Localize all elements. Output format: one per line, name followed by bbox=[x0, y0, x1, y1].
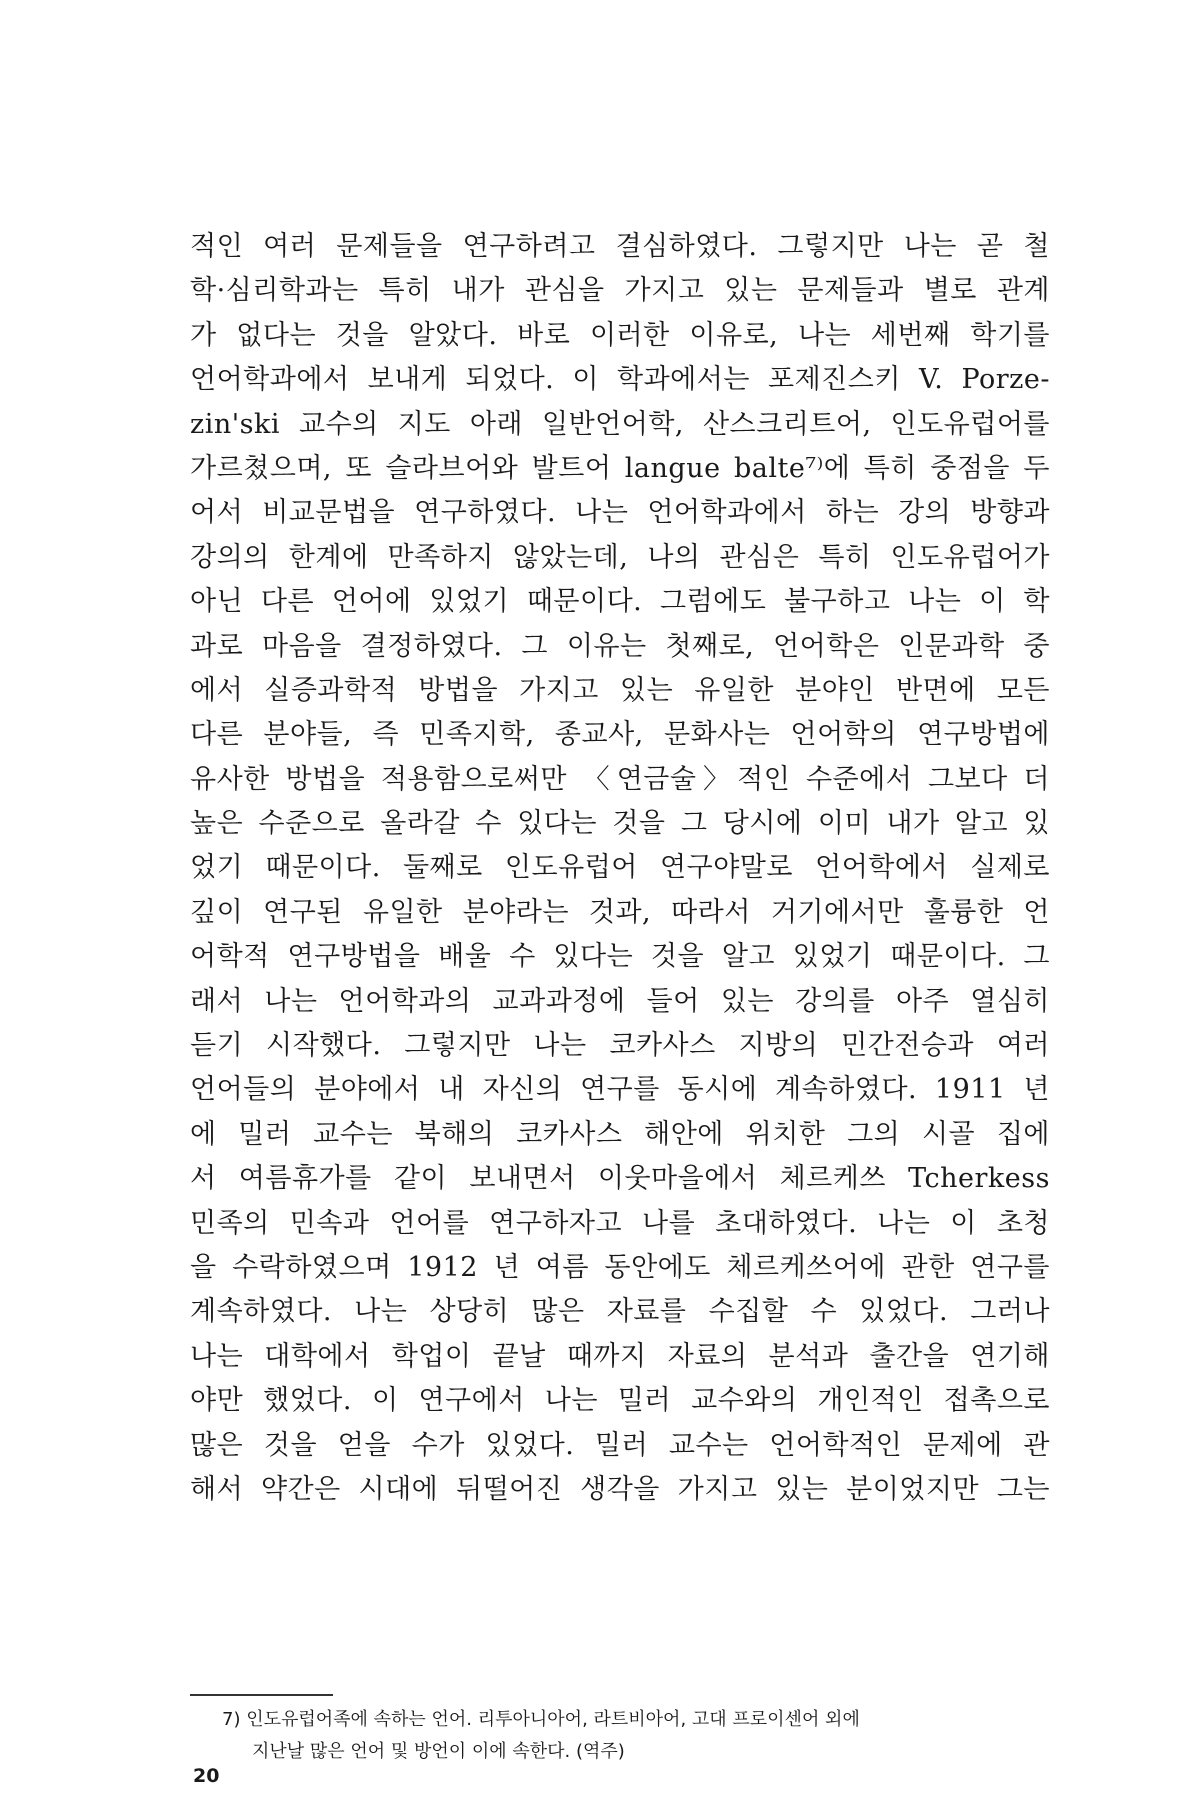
footnote-divider bbox=[190, 1694, 333, 1696]
body-line: 어서 비교문법을 연구하였다. 나는 언어학과에서 하는 강의 방향과 bbox=[190, 497, 1050, 529]
footnote-line: 지난날 많은 언어 및 방언이 이에 속한다. (역주) bbox=[252, 1741, 625, 1762]
body-line: 에 밀러 교수는 북해의 코카사스 해안에 위치한 그의 시골 집에 bbox=[190, 1118, 1050, 1150]
body-line: 가 없다는 것을 알았다. 바로 이러한 이유로, 나는 세번째 학기를 bbox=[190, 319, 1050, 351]
page-number: 20 bbox=[193, 1765, 220, 1787]
body-line: 적인 여러 문제들을 연구하려고 결심하였다. 그렇지만 나는 곧 철 bbox=[190, 231, 1050, 262]
body-line: 학·심리학과는 특히 내가 관심을 가지고 있는 문제들과 별로 관계 bbox=[190, 275, 1050, 307]
body-line: 민족의 민속과 언어를 연구하자고 나를 초대하였다. 나는 이 초청 bbox=[190, 1207, 1050, 1239]
body-line: 과로 마음을 결정하였다. 그 이유는 첫째로, 언어학은 인문과학 중 bbox=[190, 630, 1050, 662]
body-line: 에서 실증과학적 방법을 가지고 있는 유일한 분야인 반면에 모든 bbox=[190, 674, 1050, 706]
body-line: 다른 분야들, 즉 민족지학, 종교사, 문화사는 언어학의 연구방법에 bbox=[190, 719, 1050, 751]
body-line: zin'ski 교수의 지도 아래 일반언어학, 산스크리트어, 인도유럽어를 bbox=[190, 408, 1050, 440]
body-line: 래서 나는 언어학과의 교과과정에 들어 있는 강의를 아주 열심히 bbox=[190, 985, 1050, 1017]
body-line: 높은 수준으로 올라갈 수 있다는 것을 그 당시에 이미 내가 알고 있 bbox=[190, 808, 1050, 840]
body-line: 언어들의 분야에서 내 자신의 연구를 동시에 계속하였다. 1911 년 bbox=[190, 1074, 1050, 1106]
footnote bbox=[222, 1704, 1050, 1768]
body-line: 을 수락하였으며 1912 년 여름 동안에도 체르케쓰어에 관한 연구를 bbox=[190, 1251, 1050, 1283]
body-line: 야만 했었다. 이 연구에서 나는 밀러 교수와의 개인적인 접촉으로 bbox=[190, 1385, 1050, 1417]
body-line: 해서 약간은 시대에 뒤떨어진 생각을 가지고 있는 분이었지만 그는 bbox=[190, 1473, 1050, 1505]
body-line: 서 여름휴가를 같이 보내면서 이웃마을에서 체르케쓰 Tcherkess bbox=[190, 1163, 1050, 1195]
body-line: 나는 대학에서 학업이 끝날 때까지 자료의 분석과 출간을 연기해 bbox=[190, 1340, 1050, 1372]
body-line: 었기 때문이다. 둘째로 인도유럽어 연구야말로 언어학에서 실제로 bbox=[190, 852, 1050, 884]
body-line: 많은 것을 얻을 수가 있었다. 밀러 교수는 언어학적인 문제에 관 bbox=[190, 1429, 1050, 1461]
body-line: 아닌 다른 언어에 있었기 때문이다. 그럼에도 불구하고 나는 이 학 bbox=[190, 586, 1050, 618]
body-line: 어학적 연구방법을 배울 수 있다는 것을 알고 있었기 때문이다. 그 bbox=[190, 941, 1050, 973]
body-line: 듣기 시작했다. 그렇지만 나는 코카사스 지방의 민간전승과 여러 bbox=[190, 1030, 1050, 1062]
body-line: 가르쳤으며, 또 슬라브어와 발트어 langue balte⁷⁾에 특히 중점을 두 bbox=[190, 452, 1050, 484]
body-line: 계속하였다. 나는 상당히 많은 자료를 수집할 수 있었다. 그러나 bbox=[190, 1296, 1050, 1328]
body-line: 유사한 방법을 적용함으로써만 〈연금술〉적인 수준에서 그보다 더 bbox=[190, 763, 1050, 795]
footnote-line: 7) 인도유럽어족에 속하는 언어. 리투아니아어, 라트비아어, 고대 프로이센어 외에 bbox=[222, 1709, 860, 1730]
body-line: 강의의 한계에 만족하지 않았는데, 나의 관심은 특히 인도유럽어가 bbox=[190, 541, 1050, 573]
body-line: 깊이 연구된 유일한 분야라는 것과, 따라서 거기에서만 훌륭한 언 bbox=[190, 896, 1050, 928]
body-line: 언어학과에서 보내게 되었다. 이 학과에서는 포제진스키 V. Porze- bbox=[190, 364, 1050, 396]
body-text bbox=[190, 225, 1050, 1512]
